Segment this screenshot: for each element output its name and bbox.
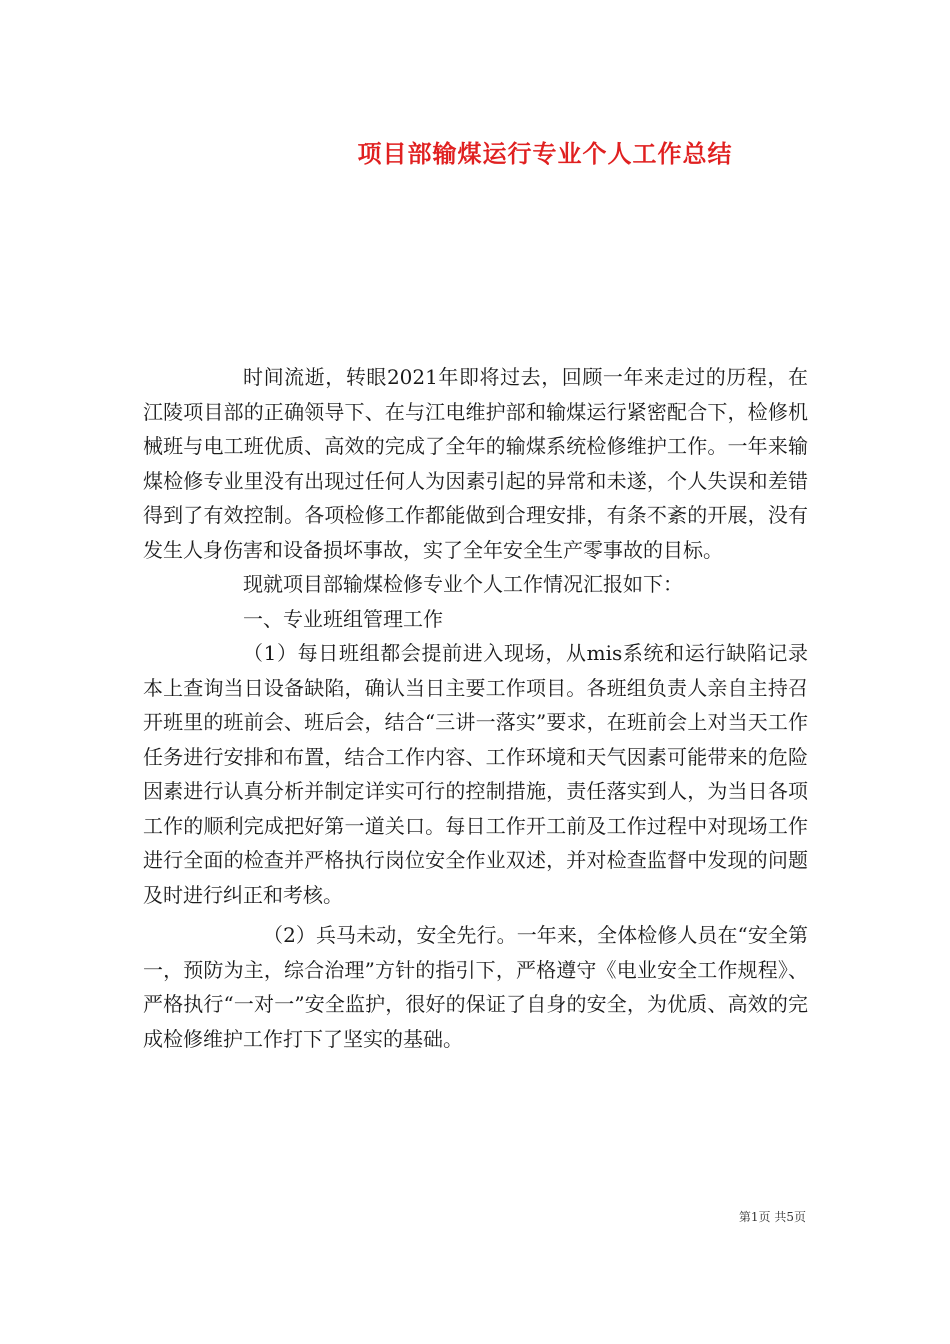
paragraph-item-1: （1）每日班组都会提前进入现场，从mis系统和运行缺陷记录本上查询当日设备缺陷，确认当日主要工作项目。各班组负责人亲自主持召开班里的班前会、班后会，结合“三讲一落实”要求，在班前会上对当天工作任务进行安排和布置，结合工作内容、工作环境和天气因素可能带来的危险因素进行认真分析并制定详实可行的控制措施，责任落实到人，为当日各项工作的顺利完成把好第一道关口。每日工作开工前及工作过程中对现场工作进行全面的检查并严格执行岗位安全作业双述，并对检查监督中发现的问题及时进行纠正和考核。 xyxy=(143,641,808,907)
paragraph-report: 现就项目部输煤检修专业个人工作情况汇报如下： xyxy=(243,572,683,596)
document-title: 项目部输煤运行专业个人工作总结 xyxy=(357,140,733,168)
paragraph-item-2: （2）兵马未动，安全先行。一年来，全体检修人员在“安全第一，预防为主，综合治理”方针的指引下，严格遵守《电业安全工作规程》、严格执行“一对一”安全监护，很好的保证了自身的安全，为优质、高效的完成检修维护工作打下了坚实的基础。 xyxy=(143,923,808,1051)
document-body xyxy=(143,360,808,1056)
paragraph-intro: 时间流逝，转眼2021年即将过去，回顾一年来走过的历程，在江陵项目部的正确领导下、在与江电维护部和输煤运行紧密配合下，检修机械班与电工班优质、高效的完成了全年的输煤系统检修维护工作。一年来输煤检修专业里没有出现过任何人为因素引起的异常和未遂，个人失误和差错得到了有效控制。各项检修工作都能做到合理安排，有条不紊的开展，没有发生人身伤害和设备损坏事故，实了全年安全生产零事故的目标。 xyxy=(143,365,808,562)
section-heading-1: 一、专业班组管理工作 xyxy=(243,606,443,631)
page-number: 第1页 共5页 xyxy=(738,1210,806,1224)
